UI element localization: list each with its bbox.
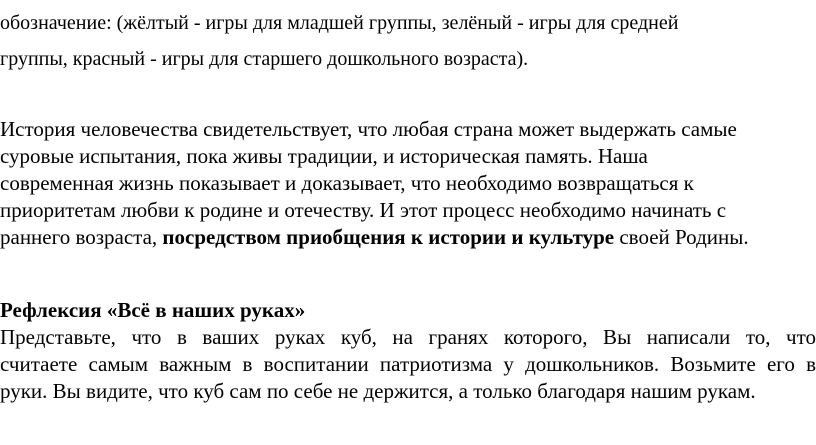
reflection-heading: [0, 298, 305, 322]
history-line-1: История человечества свидетельствует, что любая страна может выдержать самые: [0, 117, 737, 141]
reflection-line-3: руки. Вы видите, что куб сам по себе не держится, а только благодаря нашим рукам.: [0, 379, 756, 403]
history-line-5: [0, 225, 749, 249]
history-emphasis: посредством приобщения к истории и культуре: [162, 225, 615, 249]
history-line-5-end: своей Родины.: [614, 225, 749, 249]
history-line-2: суровые испытания, пока живы традиции, и историческая память. Наша: [0, 144, 648, 168]
reflection-heading-text: Рефлексия «Всё в наших руках»: [0, 298, 306, 322]
intro-line-2: группы, красный - игры для старшего дошкольного возраста).: [0, 48, 529, 70]
history-line-5-start: раннего возраста,: [0, 225, 163, 249]
history-line-4: приоритетам любви к родине и отечеству. И этот процесс необходимо начинать с: [0, 198, 727, 222]
intro-line-1: обозначение: (жёлтый - игры для младшей группы, зелёный - игры для средней: [0, 12, 679, 34]
history-line-3: современная жизнь показывает и доказывает, что необходимо возвращаться к: [0, 171, 694, 195]
reflection-line-2: считаете самым важным в воспитании патриотизма у дошкольников. Возьмите его в: [0, 352, 816, 376]
reflection-line-1: Представьте, что в ваших руках куб, на гранях которого, Вы написали то, что: [0, 325, 816, 349]
